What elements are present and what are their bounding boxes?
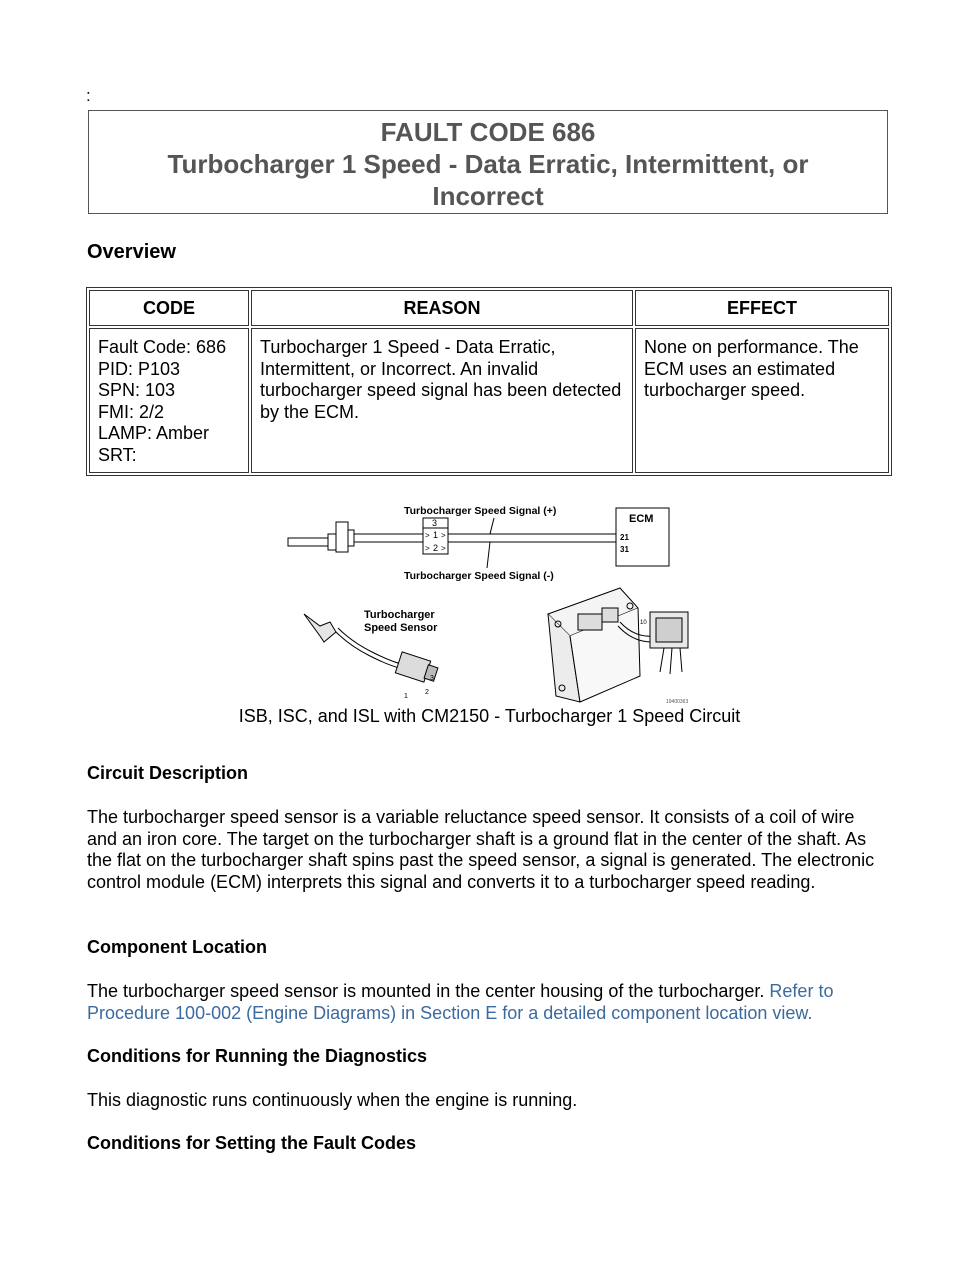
ecm-connector-pin-10: 10	[640, 620, 647, 626]
component-location-heading: Component Location	[87, 937, 267, 957]
overview-heading: Overview	[87, 241, 176, 263]
svg-text:>: >	[441, 531, 446, 540]
ecm-illustration	[548, 588, 688, 702]
running-conditions-heading: Conditions for Running the Diagnostics	[87, 1046, 427, 1066]
title-line-3: Incorrect	[432, 181, 544, 211]
code-line: SRT:	[98, 444, 137, 465]
ecm-label: ECM	[629, 513, 654, 525]
connector-pin-2: 2	[433, 543, 439, 553]
connector-pin-1: 1	[433, 530, 439, 540]
sensor-pin-2: 2	[425, 689, 429, 696]
page-title	[88, 110, 888, 214]
ecm-pin-21: 21	[620, 533, 629, 542]
title-line-2: Turbocharger 1 Speed - Data Erratic, Intermittent, or	[167, 149, 809, 179]
header-reason: REASON	[251, 290, 633, 326]
circuit-diagram	[280, 496, 700, 708]
cell-effect: None on performance. The ECM uses an estimated turbocharger speed.	[635, 328, 889, 473]
sensor-label-line-1: Turbocharger	[364, 609, 435, 621]
ecm-block	[616, 508, 669, 566]
circuit-description-heading: Circuit Description	[87, 763, 249, 783]
header-code: CODE	[89, 290, 249, 326]
svg-text:>: >	[425, 544, 430, 553]
sensor-pin-1: 1	[404, 693, 408, 700]
circuit-wires	[354, 518, 616, 568]
running-conditions-text: This diagnostic runs continuously when the engine is running.	[87, 1090, 578, 1110]
code-line: LAMP: Amber	[98, 423, 210, 443]
header-effect: EFFECT	[635, 290, 889, 326]
title-line-1: FAULT CODE 686	[380, 117, 596, 147]
table-row	[89, 328, 889, 473]
overview-table	[86, 287, 892, 476]
ecm-pin-31: 31	[620, 545, 629, 554]
sensor-symbol	[288, 522, 354, 552]
component-location-body: The turbocharger speed sensor is mounted in the center housing of the turbocharger.	[87, 981, 770, 1001]
signal-plus-label: Turbocharger Speed Signal (+)	[404, 505, 557, 517]
procedure-link[interactable]: Refer to Procedure 100-002 (Engine Diagrams) in Section E for a detailed component location view.	[87, 981, 834, 1023]
sensor-pin-3: 3	[430, 675, 434, 682]
page-marker: :	[86, 86, 91, 105]
cell-code	[89, 328, 249, 473]
connector-symbol	[423, 518, 448, 554]
connector-pin-3: 3	[432, 518, 438, 528]
table-header-row	[89, 290, 889, 326]
svg-text:>: >	[441, 544, 446, 553]
code-line: Fault Code: 686	[98, 337, 227, 357]
code-line: FMI: 2/2	[98, 401, 165, 422]
svg-text:>: >	[425, 531, 430, 540]
setting-conditions-heading: Conditions for Setting the Fault Codes	[87, 1133, 416, 1153]
code-line: PID: P103	[98, 358, 181, 379]
diagram-image-id: 19400363	[666, 699, 689, 705]
signal-minus-label: Turbocharger Speed Signal (-)	[404, 570, 554, 582]
circuit-description-text: The turbocharger speed sensor is a variable reluctance speed sensor. It consists of a coil of wire and an iron core. The target on the turbocharger shaft is a ground flat in the center of the shaft. As the flat on the turbocharger shaft spins past the speed sensor, a signal is generated. The electronic control module (ECM) interprets this signal and converts it to a turbocharger speed reading.	[87, 807, 875, 892]
component-location-text	[87, 981, 887, 1024]
sensor-label-line-2: Speed Sensor	[364, 622, 438, 634]
diagram-caption: ISB, ISC, and ISL with CM2150 - Turbocharger 1 Speed Circuit	[238, 706, 741, 726]
code-line: SPN: 103	[98, 380, 176, 400]
cell-reason: Turbocharger 1 Speed - Data Erratic, Intermittent, or Incorrect. An invalid turbocharger speed signal has been detected by the ECM.	[251, 328, 633, 473]
